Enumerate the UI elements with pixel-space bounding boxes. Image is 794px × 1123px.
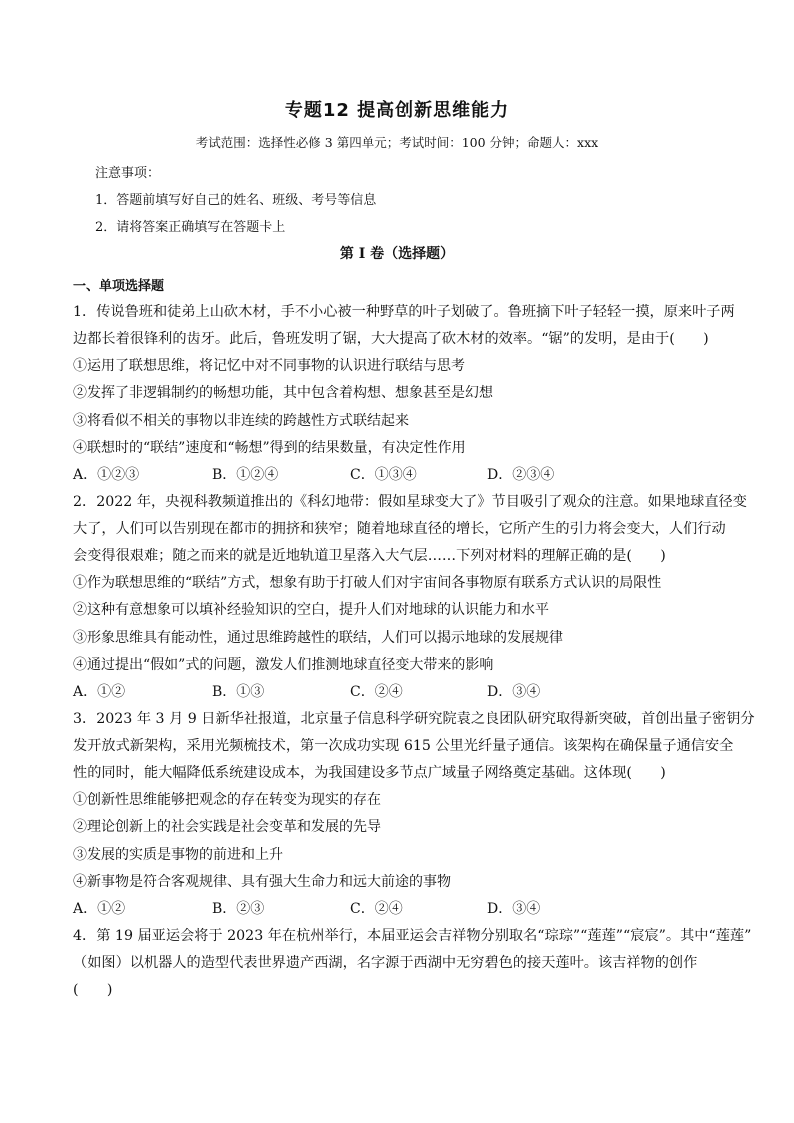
page-title: 专题12 提高创新思维能力 — [284, 100, 510, 121]
choice-a[interactable]: A．①② — [73, 684, 126, 700]
question-2-statement: ①作为联想思维的“联结”方式，想象有助于打破人们对宇宙间各事物原有联系方式认识的局限性 — [73, 575, 662, 591]
choice-c[interactable]: C．②④ — [350, 684, 403, 700]
choice-c[interactable]: C．②④ — [350, 901, 403, 917]
choice-b[interactable]: B．②③ — [212, 901, 265, 917]
question-1-stem-line: 边都长着很锋利的齿牙。此后，鲁班发明了锯，大大提高了砍木材的效率。“锯”的发明，是由于( ) — [73, 331, 709, 347]
question-3-statement: ①创新性思维能够把观念的存在转变为现实的存在 — [73, 792, 381, 808]
section-title: 第 I 卷（选择题） — [339, 246, 455, 262]
exam-meta: 考试范围：选择性必修 3 第四单元；考试时间：100 分钟；命题人：xxx — [195, 135, 599, 150]
question-4-stem-line: 4．第 19 届亚运会将于 2023 年在杭州举行，本届亚运会吉祥物分别取名“琮琮”“莲莲”“宸宸”。其中“莲莲” — [73, 928, 752, 944]
question-3-statement: ②理论创新上的社会实践是社会变革和发展的先导 — [73, 819, 381, 835]
note-item: 2．请将答案正确填写在答题卡上 — [95, 220, 286, 235]
question-1-statement: ①运用了联想思维，将记忆中对不同事物的认识进行联结与思考 — [73, 358, 465, 374]
choice-b[interactable]: B．①②④ — [212, 467, 279, 483]
choice-a[interactable]: A．①② — [73, 901, 126, 917]
question-3-statement: ④新事物是符合客观规律、具有强大生命力和远大前途的事物 — [73, 874, 451, 890]
question-3-statement: ③发展的实质是事物的前进和上升 — [73, 847, 283, 863]
question-2-stem-line: 大了，人们可以告别现在都市的拥挤和狭窄；随着地球直径的增长，它所产生的引力将会变大，人们行动 — [73, 521, 726, 537]
notes-heading: 注意事项： — [95, 166, 161, 181]
choice-b[interactable]: B．①③ — [212, 684, 265, 700]
question-2-stem-line: 会变得很艰难；随之而来的就是近地轨道卫星落入大气层……下列对材料的理解正确的是( ) — [73, 548, 666, 564]
question-1-statement: ③将看似不相关的事物以非连续的跨越性方式联结起来 — [73, 413, 409, 429]
question-3-stem-line: 3．2023 年 3 月 9 日新华社报道，北京量子信息科学研究院袁之良团队研究取得新突破，首创出量子密钥分 — [73, 711, 755, 727]
question-2-stem-line: 2．2022 年，央视科教频道推出的《科幻地带：假如星球变大了》节目吸引了观众的注意。如果地球直径变 — [73, 494, 747, 510]
question-3-stem-line: 性的同时，能大幅降低系统建设成本，为我国建设多节点广域量子网络奠定基础。这体现( ) — [73, 765, 666, 781]
choice-c[interactable]: C．①③④ — [350, 467, 417, 483]
question-1-statement: ②发挥了非逻辑制约的畅想功能，其中包含着构想、想象甚至是幻想 — [73, 385, 493, 401]
question-2-statement: ②这种有意想象可以填补经验知识的空白，提升人们对地球的认识能力和水平 — [73, 602, 549, 618]
question-4-stem-line: （如图）以机器人的造型代表世界遗产西湖，名字源于西湖中无穷碧色的接天莲叶。该吉祥物的创作 — [73, 955, 698, 971]
choice-d[interactable]: D．②③④ — [487, 467, 555, 483]
question-1-statement: ④联想时的“联结”速度和“畅想”得到的结果数量，有决定性作用 — [73, 440, 466, 456]
question-4-stem-line: ( ) — [73, 982, 113, 998]
part-heading: 一、单项选择题 — [73, 279, 165, 294]
choice-d[interactable]: D．③④ — [487, 684, 541, 700]
question-3-stem-line: 发开放式新架构，采用光频梳技术，第一次成功实现 615 公里光纤量子通信。该架构在确保量子通信安全 — [73, 738, 734, 754]
question-2-statement: ④通过提出“假如”式的问题，激发人们推测地球直径变大带来的影响 — [73, 657, 494, 673]
question-2-statement: ③形象思维具有能动性，通过思维跨越性的联结，人们可以揭示地球的发展规律 — [73, 630, 563, 646]
note-item: 1．答题前填写好自己的姓名、班级、考号等信息 — [95, 193, 377, 208]
question-1-stem-line: 1．传说鲁班和徒弟上山砍木材，手不小心被一种野草的叶子划破了。鲁班摘下叶子轻轻一摸，原来叶子两 — [73, 304, 735, 320]
choice-a[interactable]: A．①②③ — [73, 467, 140, 483]
choice-d[interactable]: D．③④ — [487, 901, 541, 917]
